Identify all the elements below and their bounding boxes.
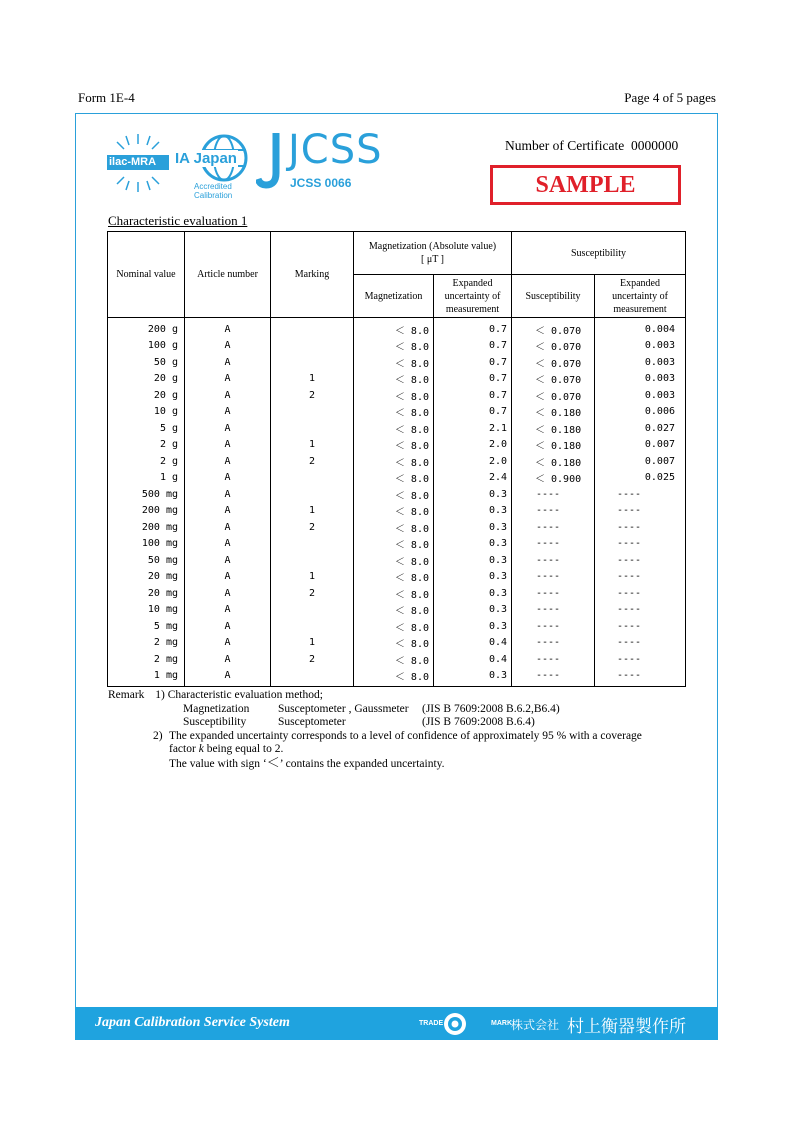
mag-uncertainty-cell: 0.7 <box>434 404 512 421</box>
sus-uncertainty-cell: 0.003 <box>595 371 686 388</box>
table-row <box>108 420 686 437</box>
nominal-cell: 10 mg <box>108 602 185 619</box>
table-row <box>108 602 686 619</box>
sus-uncertainty-cell: ---- <box>595 668 686 687</box>
marking-cell: 1 <box>271 371 354 388</box>
susceptibility-cell: ＜ 0.070 <box>512 371 595 388</box>
mag-uncertainty-cell: 0.7 <box>434 338 512 355</box>
marking-cell: 2 <box>271 651 354 668</box>
marking-cell <box>271 602 354 619</box>
marking-cell: 1 <box>271 437 354 454</box>
table-row <box>108 668 686 687</box>
susceptibility-group-header: Susceptibility <box>512 232 686 275</box>
susceptibility-cell: ＜ 0.900 <box>512 470 595 487</box>
trademark-icon <box>443 1012 467 1036</box>
nominal-cell: 200 g <box>108 318 185 338</box>
marking-cell: 2 <box>271 453 354 470</box>
magnetization-cell: ＜ 8.0 <box>354 354 434 371</box>
table-row <box>108 387 686 404</box>
susceptibility-cell: ---- <box>512 519 595 536</box>
article-cell: A <box>185 404 271 421</box>
table-row <box>108 338 686 355</box>
article-cell: A <box>185 318 271 338</box>
susceptibility-cell: ---- <box>512 635 595 652</box>
marking-cell: 2 <box>271 387 354 404</box>
article-cell: A <box>185 453 271 470</box>
susceptibility-cell: ＜ 0.070 <box>512 318 595 338</box>
sus-uncertainty-cell: ---- <box>595 585 686 602</box>
table-row <box>108 371 686 388</box>
marking-cell <box>271 668 354 687</box>
sus-uncertainty-cell: ---- <box>595 552 686 569</box>
article-cell: A <box>185 420 271 437</box>
sus-uncertainty-cell: 0.003 <box>595 338 686 355</box>
susceptibility-cell: ---- <box>512 602 595 619</box>
article-cell: A <box>185 618 271 635</box>
magnetization-cell: ＜ 8.0 <box>354 635 434 652</box>
nominal-header: Nominal value <box>108 232 185 318</box>
magnetization-cell: ＜ 8.0 <box>354 338 434 355</box>
nominal-cell: 20 g <box>108 371 185 388</box>
article-header: Article number <box>185 232 271 318</box>
sus-uncertainty-cell: 0.006 <box>595 404 686 421</box>
table-row <box>108 569 686 586</box>
article-cell: A <box>185 569 271 586</box>
nominal-cell: 20 g <box>108 387 185 404</box>
nominal-cell: 20 mg <box>108 585 185 602</box>
mag-uncertainty-cell: 2.0 <box>434 453 512 470</box>
article-cell: A <box>185 371 271 388</box>
marking-cell <box>271 338 354 355</box>
table-row <box>108 585 686 602</box>
nominal-cell: 2 g <box>108 437 185 454</box>
company-name: 村上衡器製作所 <box>567 1017 686 1037</box>
mag-uncertainty-cell: 0.4 <box>434 651 512 668</box>
jcss-logo: JCSS JCSS 0066 <box>256 131 366 191</box>
nominal-cell: 200 mg <box>108 503 185 520</box>
marking-cell <box>271 354 354 371</box>
marking-cell <box>271 420 354 437</box>
susceptibility-cell: ＜ 0.070 <box>512 387 595 404</box>
article-cell: A <box>185 668 271 687</box>
susceptibility-cell: ＜ 0.180 <box>512 420 595 437</box>
marking-cell <box>271 552 354 569</box>
mag-uncertainty-cell: 0.3 <box>434 519 512 536</box>
nominal-cell: 2 g <box>108 453 185 470</box>
susceptibility-cell: ＜ 0.070 <box>512 354 595 371</box>
mag-uncertainty-cell: 0.3 <box>434 486 512 503</box>
article-cell: A <box>185 602 271 619</box>
susceptibility-cell: ---- <box>512 668 595 687</box>
characteristic-table <box>107 231 686 687</box>
sus-uncertainty-cell: ---- <box>595 536 686 553</box>
marking-cell <box>271 318 354 338</box>
table-row <box>108 552 686 569</box>
sus-uncertainty-cell: ---- <box>595 635 686 652</box>
susceptibility-cell: ---- <box>512 569 595 586</box>
magnetization-header: Magnetization <box>354 275 434 318</box>
nominal-cell: 1 mg <box>108 668 185 687</box>
mag-uncertainty-cell: 0.7 <box>434 371 512 388</box>
nominal-cell: 500 mg <box>108 486 185 503</box>
article-cell: A <box>185 635 271 652</box>
susceptibility-cell: ＜ 0.180 <box>512 437 595 454</box>
article-cell: A <box>185 552 271 569</box>
susceptibility-cell: ---- <box>512 585 595 602</box>
nominal-cell: 2 mg <box>108 635 185 652</box>
sus-uncertainty-cell: ---- <box>595 519 686 536</box>
table-row <box>108 503 686 520</box>
table-row <box>108 354 686 371</box>
mag-uncertainty-cell: 0.3 <box>434 602 512 619</box>
mag-uncertainty-cell: 0.4 <box>434 635 512 652</box>
magnetization-cell: ＜ 8.0 <box>354 519 434 536</box>
article-cell: A <box>185 470 271 487</box>
certificate-number: Number of Certificate 0000000 <box>505 138 679 153</box>
nominal-cell: 2 mg <box>108 651 185 668</box>
magnetization-cell: ＜ 8.0 <box>354 453 434 470</box>
marking-cell <box>271 486 354 503</box>
mag-uncertainty-cell: 0.7 <box>434 354 512 371</box>
magnetization-cell: ＜ 8.0 <box>354 486 434 503</box>
marking-cell <box>271 404 354 421</box>
article-cell: A <box>185 651 271 668</box>
marking-cell <box>271 536 354 553</box>
marking-cell: 1 <box>271 503 354 520</box>
table-row <box>108 318 686 338</box>
sus-uncertainty-cell: ---- <box>595 569 686 586</box>
mag-uncertainty-cell: 0.7 <box>434 318 512 338</box>
remarks: Remark 1) Characteristic evaluation method; Magnetization Susceptometer , Gaussmeter (JIS B 7609:2008 B.6.2,B6.4) Susceptibility Susceptometer (JIS B 7609:2008 B.6.4) 2) The expanded uncertainty corresponds to a level of confidence of approximately 95 % with a coverage factor k being equal to 2. The value with sign ‘＜’ contains the expanded uncertainty. <box>108 689 642 771</box>
sus-uncertainty-cell: 0.007 <box>595 437 686 454</box>
marking-cell: 2 <box>271 519 354 536</box>
magnetization-cell: ＜ 8.0 <box>354 585 434 602</box>
susceptibility-cell: ---- <box>512 486 595 503</box>
footer-system-name: Japan Calibration Service System <box>95 1015 290 1030</box>
magnetization-cell: ＜ 8.0 <box>354 552 434 569</box>
form-number: Form 1E-4 <box>78 90 135 105</box>
mag-uncertainty-cell: 0.3 <box>434 503 512 520</box>
mag-uncertainty-cell: 2.0 <box>434 437 512 454</box>
magnetization-cell: ＜ 8.0 <box>354 668 434 687</box>
nominal-cell: 50 g <box>108 354 185 371</box>
table-row <box>108 519 686 536</box>
section-title: Characteristic evaluation 1 <box>108 213 248 228</box>
iajapan-logo: IA Japan Accredited Calibration <box>172 132 256 204</box>
susceptibility-cell: ---- <box>512 651 595 668</box>
sus-uncertainty-cell: ---- <box>595 503 686 520</box>
nominal-cell: 100 mg <box>108 536 185 553</box>
magnetization-cell: ＜ 8.0 <box>354 420 434 437</box>
marking-cell: 2 <box>271 585 354 602</box>
susceptibility-cell: ＜ 0.070 <box>512 338 595 355</box>
article-cell: A <box>185 387 271 404</box>
magnetization-cell: ＜ 8.0 <box>354 618 434 635</box>
mag-uncertainty-cell: 0.3 <box>434 618 512 635</box>
article-cell: A <box>185 536 271 553</box>
table-row <box>108 453 686 470</box>
table-row <box>108 618 686 635</box>
nominal-cell: 10 g <box>108 404 185 421</box>
sus-uncertainty-cell: ---- <box>595 486 686 503</box>
table-row <box>108 404 686 421</box>
magnetization-cell: ＜ 8.0 <box>354 371 434 388</box>
magnetization-cell: ＜ 8.0 <box>354 536 434 553</box>
mag-uncertainty-cell: 0.3 <box>434 668 512 687</box>
footer-bar: Japan Calibration Service System TRADE MARK 株式会社 村上衡器製作所 <box>75 1007 718 1040</box>
mag-uncertainty-cell: 0.7 <box>434 387 512 404</box>
marking-cell: 1 <box>271 635 354 652</box>
sus-uncertainty-cell: 0.004 <box>595 318 686 338</box>
susceptibility-cell: ---- <box>512 552 595 569</box>
mag-uncertainty-cell: 0.3 <box>434 536 512 553</box>
mag-uncertainty-cell: 0.3 <box>434 569 512 586</box>
susceptibility-cell: ---- <box>512 618 595 635</box>
article-cell: A <box>185 503 271 520</box>
mag-uncertainty-header: Expanded uncertainty of measurement <box>434 275 512 318</box>
sus-uncertainty-cell: ---- <box>595 618 686 635</box>
mag-uncertainty-cell: 0.3 <box>434 552 512 569</box>
magnetization-cell: ＜ 8.0 <box>354 470 434 487</box>
article-cell: A <box>185 437 271 454</box>
magnetization-cell: ＜ 8.0 <box>354 318 434 338</box>
article-cell: A <box>185 486 271 503</box>
table-row <box>108 470 686 487</box>
nominal-cell: 100 g <box>108 338 185 355</box>
magnetization-cell: ＜ 8.0 <box>354 602 434 619</box>
mag-uncertainty-cell: 2.1 <box>434 420 512 437</box>
susceptibility-header: Susceptibility <box>512 275 595 318</box>
table-row <box>108 437 686 454</box>
susceptibility-cell: ---- <box>512 536 595 553</box>
page-indicator: Page 4 of 5 pages <box>624 90 716 105</box>
article-cell: A <box>185 519 271 536</box>
magnetization-cell: ＜ 8.0 <box>354 503 434 520</box>
sus-uncertainty-header: Expanded uncertainty of measurement <box>595 275 686 318</box>
magnetization-cell: ＜ 8.0 <box>354 651 434 668</box>
nominal-cell: 1 g <box>108 470 185 487</box>
article-cell: A <box>185 585 271 602</box>
magnetization-cell: ＜ 8.0 <box>354 387 434 404</box>
nominal-cell: 200 mg <box>108 519 185 536</box>
sus-uncertainty-cell: 0.003 <box>595 354 686 371</box>
mag-uncertainty-cell: 0.3 <box>434 585 512 602</box>
ilac-mra-logo: ilac-MRA <box>105 130 171 196</box>
article-cell: A <box>185 338 271 355</box>
sus-uncertainty-cell: 0.025 <box>595 470 686 487</box>
nominal-cell: 50 mg <box>108 552 185 569</box>
sus-uncertainty-cell: 0.027 <box>595 420 686 437</box>
nominal-cell: 20 mg <box>108 569 185 586</box>
magnetization-cell: ＜ 8.0 <box>354 569 434 586</box>
table-row <box>108 536 686 553</box>
magnetization-group-header: Magnetization (Absolute value) [ μT ] <box>354 232 512 275</box>
sus-uncertainty-cell: ---- <box>595 602 686 619</box>
susceptibility-cell: ---- <box>512 503 595 520</box>
table-row <box>108 486 686 503</box>
marking-cell: 1 <box>271 569 354 586</box>
remark-label: Remark <box>108 689 145 701</box>
mag-uncertainty-cell: 2.4 <box>434 470 512 487</box>
sus-uncertainty-cell: 0.003 <box>595 387 686 404</box>
susceptibility-cell: ＜ 0.180 <box>512 404 595 421</box>
sus-uncertainty-cell: 0.007 <box>595 453 686 470</box>
sample-stamp: SAMPLE <box>490 165 681 205</box>
article-cell: A <box>185 354 271 371</box>
marking-cell <box>271 470 354 487</box>
marking-cell <box>271 618 354 635</box>
marking-header: Marking <box>271 232 354 318</box>
sus-uncertainty-cell: ---- <box>595 651 686 668</box>
nominal-cell: 5 mg <box>108 618 185 635</box>
table-row <box>108 635 686 652</box>
magnetization-cell: ＜ 8.0 <box>354 437 434 454</box>
table-row <box>108 651 686 668</box>
nominal-cell: 5 g <box>108 420 185 437</box>
susceptibility-cell: ＜ 0.180 <box>512 453 595 470</box>
magnetization-cell: ＜ 8.0 <box>354 404 434 421</box>
